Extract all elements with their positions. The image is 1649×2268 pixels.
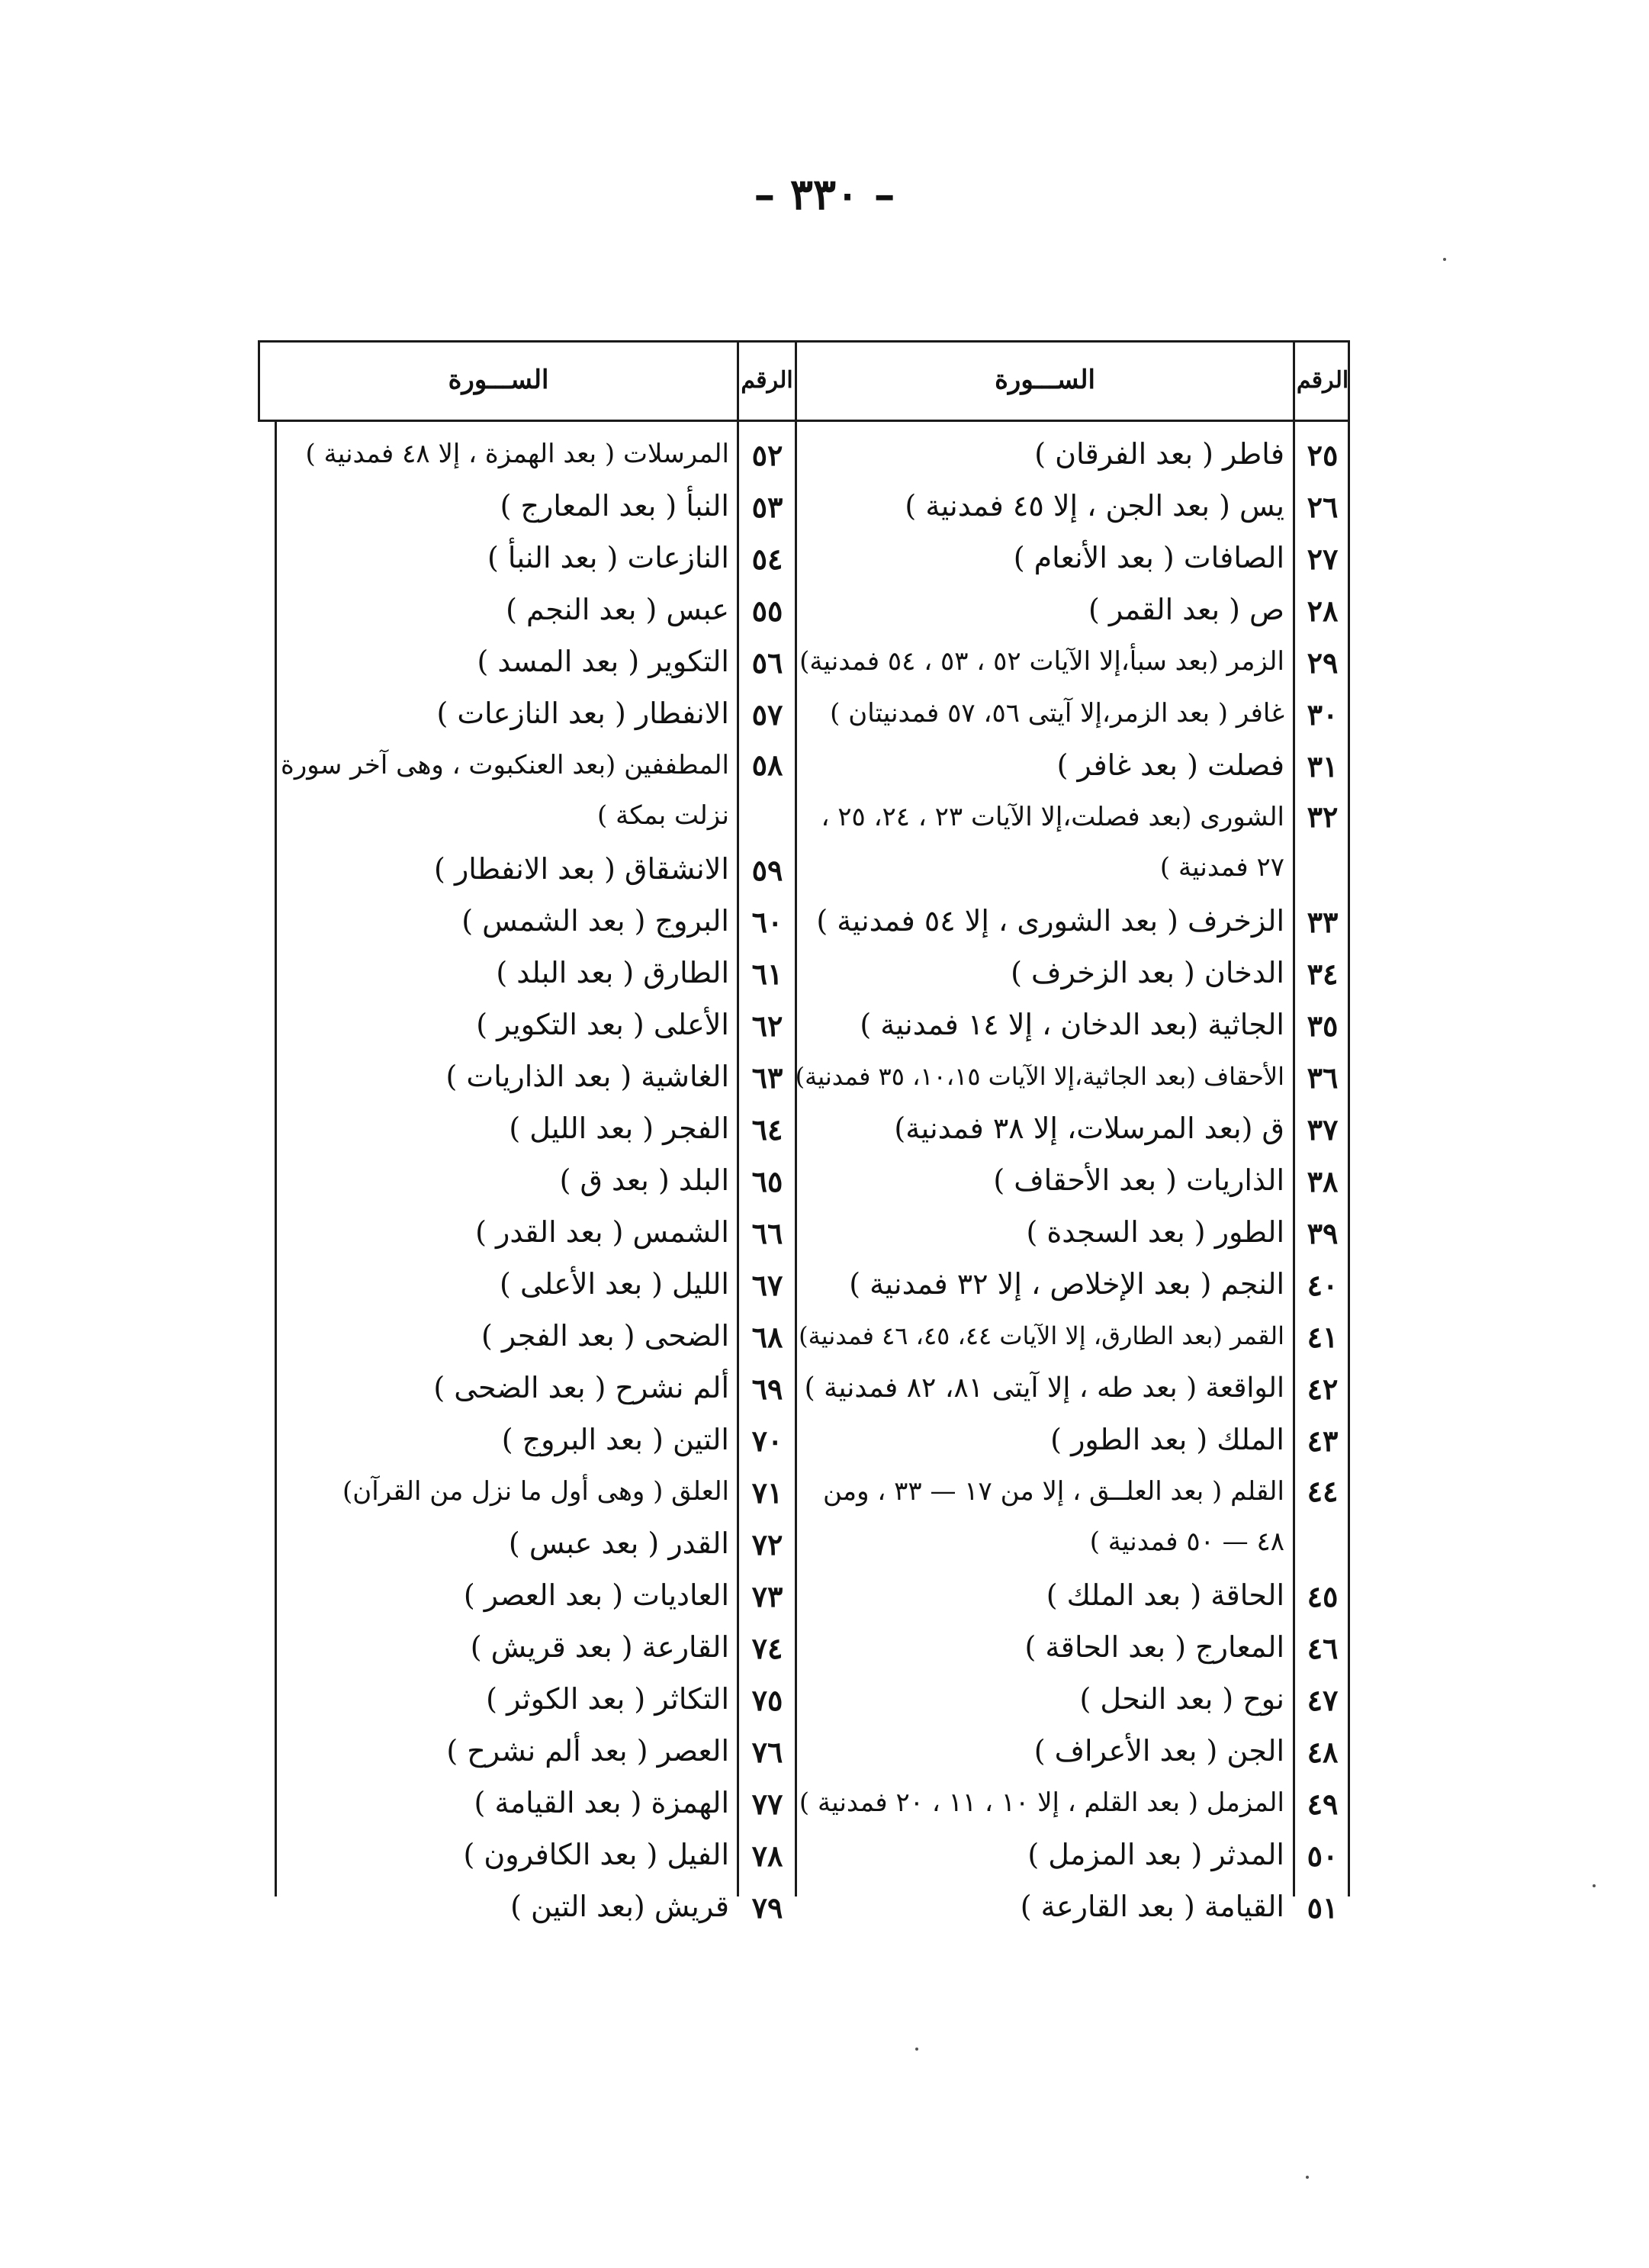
row-number: ٤٤ — [1307, 1474, 1339, 1508]
header-left-surah: الســـورة — [448, 365, 549, 395]
row-number: ٦٧ — [751, 1267, 783, 1302]
table-row — [795, 1311, 1350, 1362]
row-number: ٧٢ — [751, 1526, 783, 1562]
table-row — [795, 1726, 1350, 1777]
row-number: ٣١ — [1307, 748, 1339, 783]
row-number: ٧٤ — [751, 1630, 783, 1665]
row-surah: التكوير ( بعد المسد ) — [477, 645, 729, 679]
row-number: ٥٩ — [751, 852, 783, 887]
table-row — [795, 481, 1350, 532]
row-surah: الجاثية (بعد الدخان ، إلا ١٤ فمدنية ) — [860, 1008, 1284, 1042]
table-row — [260, 1622, 795, 1674]
row-surah: العصر ( بعد ألم نشرح ) — [446, 1734, 729, 1768]
table-row — [260, 1259, 795, 1311]
row-number: ٤٨ — [1307, 1734, 1339, 1769]
row-number: ٥٢ — [751, 437, 783, 472]
row-surah: الدخان ( بعد الزخرف ) — [1011, 956, 1284, 990]
row-surah: ألم نشرح ( بعد الضحى ) — [433, 1371, 729, 1405]
table-row — [260, 1207, 795, 1259]
row-surah: العلق ( وهى أول ما نزل من القرآن) — [342, 1476, 729, 1507]
table-row — [260, 1570, 795, 1622]
row-number: ٢٦ — [1307, 489, 1339, 524]
row-number: ٥٣ — [751, 489, 783, 524]
row-number: ٢٧ — [1307, 541, 1339, 576]
row-surah: ص ( بعد القمر ) — [1088, 593, 1284, 627]
row-surah: الأعلى ( بعد التكوير ) — [476, 1008, 729, 1042]
table-row — [260, 947, 795, 999]
row-number: ٦٢ — [751, 1008, 783, 1043]
row-number: ٧٧ — [751, 1786, 783, 1821]
table-row — [795, 792, 1350, 896]
table-row — [260, 1726, 795, 1777]
row-surah: النازعات ( بعد النبأ ) — [487, 541, 729, 575]
table-row — [260, 636, 795, 688]
table-row — [795, 688, 1350, 740]
row-surah: المرسلات ( بعد الهمزة ، إلا ٤٨ فمدنية ) — [305, 439, 729, 470]
row-surah: الشمس ( بعد القدر ) — [475, 1215, 729, 1250]
table-row — [260, 896, 795, 947]
row-number: ٧٥ — [751, 1682, 783, 1717]
table-row — [795, 999, 1350, 1051]
row-surah: الطور ( بعد السجدة ) — [1026, 1215, 1284, 1250]
row-number: ٧١ — [751, 1475, 783, 1510]
table-row — [795, 1207, 1350, 1259]
scan-speck — [1306, 2176, 1309, 2179]
row-number: ٤٣ — [1307, 1423, 1339, 1458]
row-number: ٣٨ — [1307, 1163, 1339, 1198]
row-number: ٦١ — [751, 956, 783, 991]
row-surah: الذاريات ( بعد الأحقاف ) — [993, 1163, 1284, 1198]
row-surah: البلد ( بعد ق ) — [559, 1163, 729, 1198]
table-row — [260, 1674, 795, 1726]
row-number: ٣٢ — [1307, 799, 1339, 834]
row-number: ٤٠ — [1307, 1267, 1339, 1302]
row-surah: المطففين (بعد العنكبوت ، وهى آخر سورة نزلت بمكة ) — [281, 750, 729, 831]
row-number: ٧٣ — [751, 1578, 783, 1613]
table-row — [795, 1570, 1350, 1622]
row-number: ٣٤ — [1307, 956, 1339, 991]
header-left-number: الرقم — [741, 366, 793, 394]
table-row — [260, 1466, 795, 1518]
row-number: ٣٠ — [1307, 696, 1339, 732]
row-surah: غافر ( بعد الزمر،إلا آيتى ٥٦، ٥٧ فمدنيتان ) — [830, 698, 1284, 729]
row-surah: الزمر (بعد سبأ،إلا الآيات ٥٢ ، ٥٣ ، ٥٤ فمدنية) — [799, 646, 1284, 677]
row-number: ٦٣ — [751, 1060, 783, 1095]
table-row — [795, 1466, 1350, 1570]
row-surah: البروج ( بعد الشمس ) — [461, 904, 729, 938]
table-row — [795, 1674, 1350, 1726]
table-row — [260, 1155, 795, 1207]
row-surah: الهمزة ( بعد القيامة ) — [474, 1786, 729, 1820]
row-number: ٥٦ — [751, 645, 783, 680]
row-surah: النبأ ( بعد المعارج ) — [500, 489, 729, 523]
row-surah: الشورى (بعد فصلت،إلا الآيات ٢٣ ، ٢٤، ٢٥ ، ٢٧ فمدنية ) — [821, 802, 1284, 883]
row-number: ٦٥ — [751, 1163, 783, 1198]
row-number: ٣٧ — [1307, 1111, 1339, 1147]
table-row — [260, 844, 795, 896]
table-row — [795, 1622, 1350, 1674]
row-number: ٤١ — [1307, 1319, 1339, 1354]
row-number: ٣٣ — [1307, 904, 1339, 939]
table-row — [795, 1259, 1350, 1311]
row-number: ٥٧ — [751, 696, 783, 732]
table-row — [795, 947, 1350, 999]
row-surah: العاديات ( بعد العصر ) — [463, 1578, 729, 1613]
scan-speck — [915, 2048, 918, 2051]
row-number: ٥٥ — [751, 593, 783, 628]
table-row — [795, 1777, 1350, 1829]
table-row — [260, 688, 795, 740]
row-number: ٧٠ — [751, 1423, 783, 1458]
header-right-number: الرقم — [1296, 366, 1349, 394]
row-number: ٤٧ — [1307, 1682, 1339, 1717]
row-surah: الليل ( بعد الأعلى ) — [500, 1267, 729, 1301]
row-number: ٧٦ — [751, 1734, 783, 1769]
table-row — [260, 1881, 795, 1933]
row-number: ٤٦ — [1307, 1630, 1339, 1665]
row-number: ٦٩ — [751, 1371, 783, 1406]
row-surah: عبس ( بعد النجم ) — [506, 593, 729, 627]
row-surah: نوح ( بعد النحل ) — [1079, 1682, 1284, 1716]
row-surah: القارعة ( بعد قريش ) — [470, 1630, 729, 1665]
row-surah: الملك ( بعد الطور ) — [1050, 1423, 1284, 1457]
table-row — [795, 740, 1350, 792]
row-surah: فصلت ( بعد غافر ) — [1056, 748, 1284, 783]
row-number: ٧٨ — [751, 1838, 783, 1873]
table-row — [260, 1414, 795, 1466]
row-surah: الفيل ( بعد الكافرون ) — [463, 1838, 729, 1872]
row-number: ٦٦ — [751, 1215, 783, 1250]
row-number: ٢٨ — [1307, 593, 1339, 628]
row-number: ٢٩ — [1307, 645, 1339, 680]
row-surah: الصافات ( بعد الأنعام ) — [1013, 541, 1284, 575]
row-surah: القيامة ( بعد القارعة ) — [1020, 1890, 1284, 1924]
row-number: ٧٩ — [751, 1890, 783, 1925]
table-row — [260, 1518, 795, 1570]
row-number: ٣٥ — [1307, 1008, 1339, 1043]
row-surah: القلم ( بعد العلــق ، إلا من ١٧ — ٣٣ ، ومن ٤٨ — ٥٠ فمدنية ) — [823, 1476, 1284, 1557]
row-number: ٢٥ — [1307, 437, 1339, 472]
row-surah: الواقعة ( بعد طه ، إلا آيتى ٨١، ٨٢ فمدنية ) — [804, 1372, 1284, 1404]
row-number: ٦٠ — [751, 904, 783, 939]
row-surah: الطارق ( بعد البلد ) — [496, 956, 729, 990]
table-row — [260, 1362, 795, 1414]
row-surah: القدر ( بعد عبس ) — [508, 1526, 729, 1561]
row-number: ٦٤ — [751, 1111, 783, 1147]
header-bottom-rule — [258, 420, 1350, 422]
table-row — [260, 740, 795, 844]
row-surah: فاطر ( بعد الفرقان ) — [1034, 437, 1284, 471]
row-surah: الزخرف ( بعد الشورى ، إلا ٥٤ فمدنية ) — [816, 904, 1284, 938]
table-row — [795, 1103, 1350, 1155]
row-number: ٣٦ — [1307, 1060, 1339, 1095]
row-number: ٤٩ — [1307, 1786, 1339, 1821]
table-row — [795, 896, 1350, 947]
row-surah: الغاشية ( بعد الذاريات ) — [445, 1060, 729, 1094]
row-surah: قريش (بعد التين ) — [510, 1890, 729, 1924]
row-surah: ق (بعد المرسلات، إلا ٣٨ فمدنية) — [894, 1111, 1284, 1146]
table-row — [795, 584, 1350, 636]
row-number: ٥١ — [1307, 1890, 1339, 1925]
row-surah: الحاقة ( بعد الملك ) — [1046, 1578, 1284, 1613]
table-row — [795, 1414, 1350, 1466]
row-surah: التكاثر ( بعد الكوثر ) — [486, 1682, 729, 1716]
row-surah: المدثر ( بعد المزمل ) — [1027, 1838, 1284, 1872]
table-row — [260, 429, 795, 481]
row-number: ٥٤ — [751, 541, 783, 576]
table-row — [795, 1881, 1350, 1933]
row-surah: الجن ( بعد الأعراف ) — [1033, 1734, 1284, 1768]
table-row — [795, 1051, 1350, 1103]
row-surah: النجم ( بعد الإخلاص ، إلا ٣٢ فمدنية ) — [849, 1267, 1284, 1301]
table-row — [260, 999, 795, 1051]
table-row — [795, 1155, 1350, 1207]
row-surah: الأحقاف (بعد الجاثية،إلا الآيات ١٠،١٥، ٣٥ فمدنية) — [795, 1062, 1284, 1092]
surah-order-table — [258, 340, 1350, 1925]
row-surah: المعارج ( بعد الحاقة ) — [1024, 1630, 1284, 1665]
row-number: ٥٠ — [1307, 1838, 1339, 1873]
table-row — [260, 1777, 795, 1829]
row-number: ٦٨ — [751, 1319, 783, 1354]
table-row — [795, 429, 1350, 481]
table-row — [260, 1829, 795, 1881]
row-surah: المزمل ( بعد القلم ، إلا ١٠ ، ١١ ، ٢٠ فمدنية ) — [799, 1787, 1284, 1819]
row-surah: الانفطار ( بعد النازعات ) — [436, 696, 729, 731]
table-row — [260, 1311, 795, 1362]
row-number: ٥٨ — [751, 748, 783, 782]
table-row — [795, 532, 1350, 584]
row-number: ٤٥ — [1307, 1578, 1339, 1613]
table-row — [260, 532, 795, 584]
row-surah: القمر (بعد الطارق، إلا الآيات ٤٤، ٤٥، ٤٦ فمدنية) — [799, 1321, 1284, 1351]
row-surah: الانشقاق ( بعد الانفطار ) — [434, 852, 729, 886]
table-row — [795, 636, 1350, 688]
table-row — [795, 1362, 1350, 1414]
row-surah: الضحى ( بعد الفجر ) — [481, 1319, 729, 1353]
table-row — [260, 584, 795, 636]
row-number: ٤٢ — [1307, 1371, 1339, 1406]
scan-speck — [1593, 1884, 1596, 1887]
table-row — [795, 1829, 1350, 1881]
row-surah: التين ( بعد البروج ) — [501, 1423, 729, 1457]
row-surah: الفجر ( بعد الليل ) — [509, 1111, 729, 1146]
table-row — [260, 1051, 795, 1103]
row-number: ٣٩ — [1307, 1215, 1339, 1250]
table-row — [260, 481, 795, 532]
table-row — [260, 1103, 795, 1155]
scan-speck — [1443, 258, 1446, 261]
header-right-surah: الســـورة — [995, 365, 1095, 395]
row-surah: يس ( بعد الجن ، إلا ٤٥ فمدنية ) — [905, 489, 1284, 523]
page-number: – ٣٣٠ – — [754, 169, 895, 220]
